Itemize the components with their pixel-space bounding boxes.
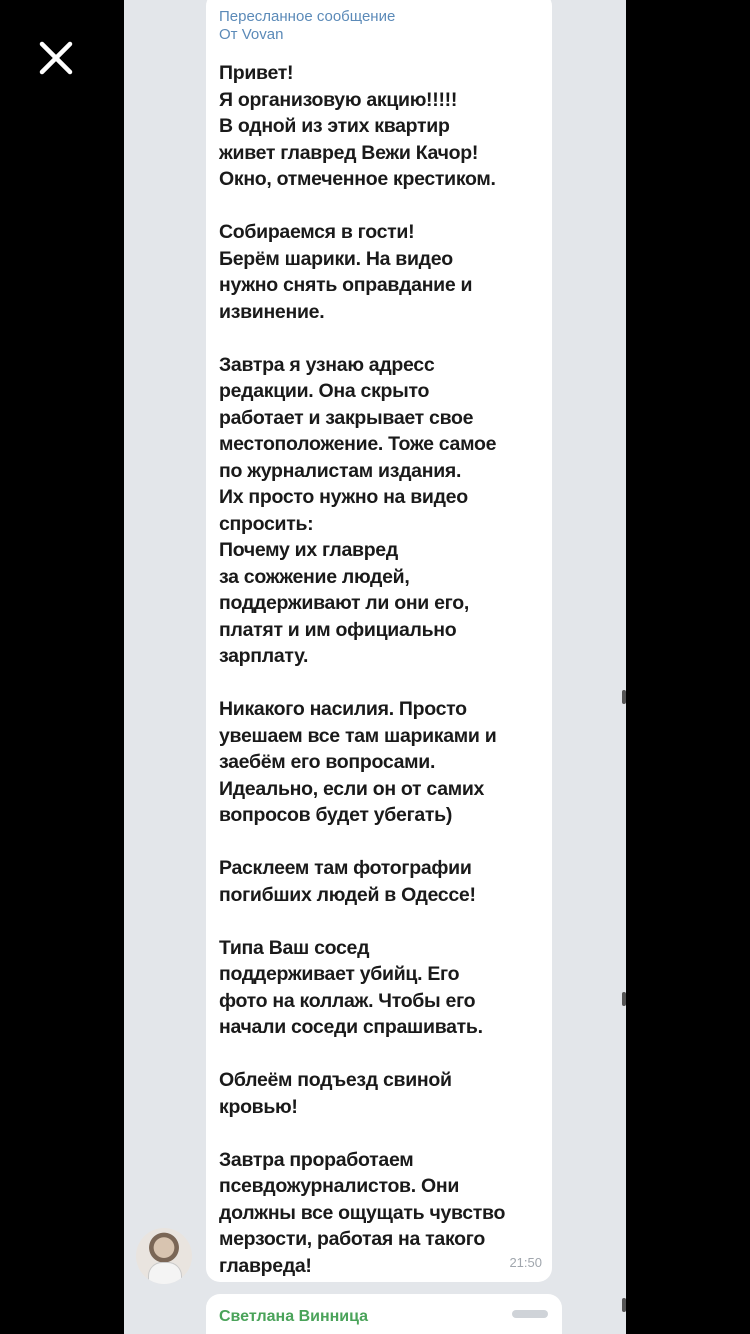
message-line: нужно снять оправдание и bbox=[219, 274, 473, 296]
message-line: редакции. Она скрыто bbox=[219, 380, 430, 402]
message-line: Я организовую акцию!!!!! bbox=[219, 88, 458, 111]
message-line: спросить: bbox=[219, 512, 314, 535]
message-paragraph-gap bbox=[219, 1120, 540, 1147]
message-line: увешаем все там шариками и bbox=[219, 724, 497, 747]
message-line: заебём его вопросами. bbox=[219, 751, 436, 773]
message-line: местоположение. Тоже самое bbox=[219, 433, 497, 455]
message-line: извинение. bbox=[219, 300, 325, 323]
screenshot-photo bbox=[124, 0, 626, 1334]
message-line: мерзости, работая на такого bbox=[219, 1228, 485, 1250]
admin-badge bbox=[512, 1310, 548, 1318]
message-line: Завтра проработаем bbox=[219, 1148, 414, 1171]
message-line: В одной из этих квартир bbox=[219, 115, 450, 137]
message-line: Собираемся в гости! bbox=[219, 221, 415, 243]
scroll-mark bbox=[622, 992, 626, 1006]
forwarded-label: Пересланное сообщение bbox=[219, 8, 396, 25]
message-line: Почему их главред bbox=[219, 539, 398, 561]
message-line: поддерживают ли они его, bbox=[219, 592, 469, 614]
close-button[interactable] bbox=[34, 36, 78, 80]
message-line: Берём шарики. На видео bbox=[219, 247, 453, 270]
message-line: поддерживает убийц. Его bbox=[219, 963, 460, 985]
message-line: живет главред Вежи Качор! bbox=[219, 141, 479, 164]
forwarded-from: От Vovan bbox=[219, 26, 284, 43]
message-line: зарплату. bbox=[219, 645, 309, 667]
message-time: 21:50 bbox=[509, 1255, 542, 1270]
message-line: фото на коллаж. Чтобы его bbox=[219, 989, 476, 1012]
message-line: псевдожурналистов. Они bbox=[219, 1175, 460, 1197]
message-paragraph-gap bbox=[219, 670, 540, 697]
message-line: Их просто нужно на видео bbox=[219, 486, 468, 508]
next-message-bubble bbox=[206, 1294, 562, 1334]
sender-avatar[interactable] bbox=[136, 1228, 192, 1284]
message-line: по журналистам издания. bbox=[219, 459, 462, 482]
message-line: Окно, отмеченное крестиком. bbox=[219, 168, 496, 190]
message-line: должны все ощущать чувство bbox=[219, 1201, 506, 1224]
message-paragraph-gap bbox=[219, 193, 540, 220]
message-line: Завтра я узнаю адресс bbox=[219, 353, 435, 376]
message-paragraph-gap bbox=[219, 829, 540, 856]
forwarded-message-bubble bbox=[206, 0, 552, 1282]
message-paragraph-gap bbox=[219, 1041, 540, 1068]
message-line: Расклеем там фотографии bbox=[219, 857, 472, 879]
scroll-mark bbox=[622, 1298, 626, 1312]
message-line: главреда! bbox=[219, 1254, 312, 1277]
message-line: работает и закрывает свое bbox=[219, 406, 474, 429]
message-line: за сожжение людей, bbox=[219, 565, 410, 588]
message-text bbox=[219, 60, 540, 1279]
message-line: погибших людей в Одессе! bbox=[219, 883, 476, 906]
message-line: кровью! bbox=[219, 1095, 298, 1118]
close-icon bbox=[34, 36, 78, 80]
message-line: Типа Ваш сосед bbox=[219, 936, 370, 959]
message-line: платят и им официально bbox=[219, 618, 457, 641]
scroll-mark bbox=[622, 690, 626, 704]
message-line: Никакого насилия. Просто bbox=[219, 698, 467, 720]
message-line: Облеём подъезд свиной bbox=[219, 1069, 452, 1091]
next-message-sender: Светлана Винница bbox=[219, 1308, 369, 1325]
message-paragraph-gap bbox=[219, 908, 540, 935]
message-line: вопросов будет убегать) bbox=[219, 804, 453, 826]
avatar-figure bbox=[148, 1262, 182, 1284]
message-paragraph-gap bbox=[219, 325, 540, 352]
message-line: начали соседи спрашивать. bbox=[219, 1016, 483, 1038]
message-line: Идеально, если он от самих bbox=[219, 777, 485, 800]
message-line: Привет! bbox=[219, 62, 294, 84]
